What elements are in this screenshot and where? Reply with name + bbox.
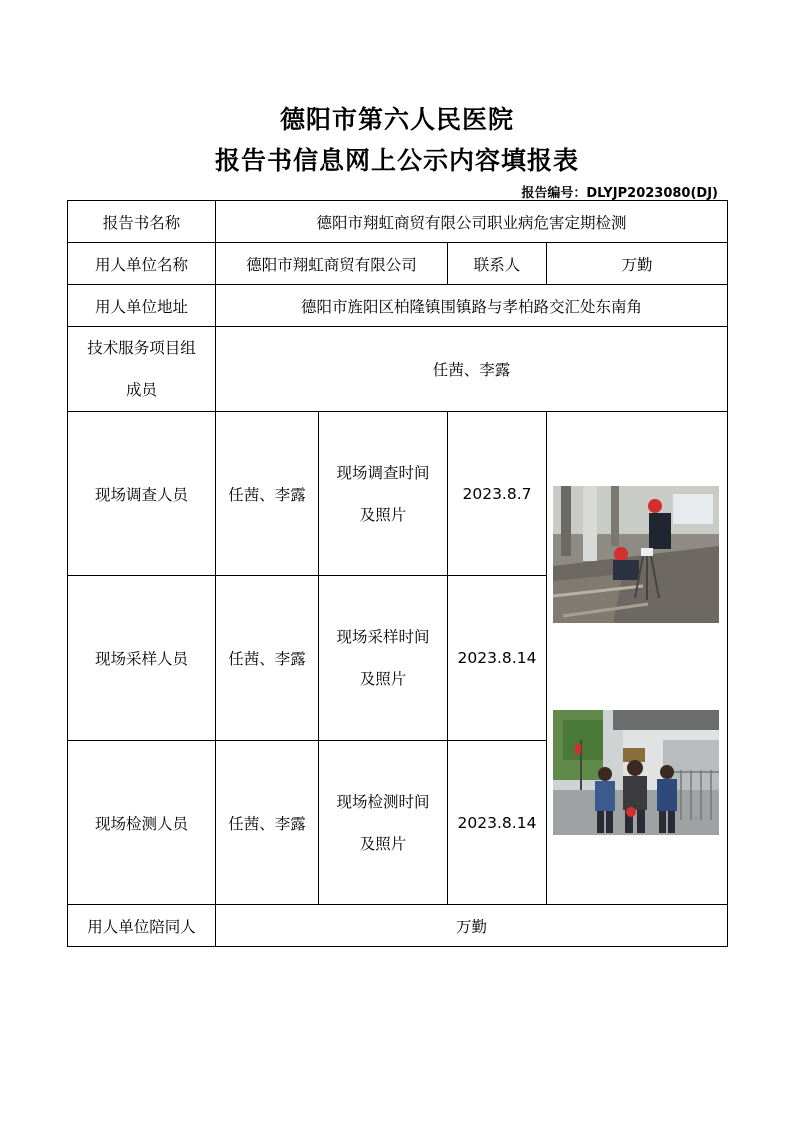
site-team-photo (553, 710, 719, 835)
report-number: 报告编号：DLYJP2023080(DJ) (521, 186, 718, 201)
report-name-value: 德阳市翔虹商贸有限公司职业病危害定期检测 (216, 201, 728, 243)
contact-label: 联系人 (448, 243, 547, 285)
photo-column (547, 412, 728, 905)
team-label-line1: 技术服务项目组 (87, 339, 196, 357)
testing-time-label (319, 741, 448, 905)
sampling-time-label (319, 576, 448, 741)
employer-name-value: 德阳市翔虹商贸有限公司 (216, 243, 448, 285)
row-survey (68, 412, 728, 576)
escort-label: 用人单位陪同人 (68, 905, 216, 947)
info-table (67, 200, 728, 947)
sampling-time-label-line2: 及照片 (359, 670, 407, 688)
document-subtitle: 报告书信息网上公示内容填报表 (214, 146, 579, 175)
testing-staff-value: 任茜、李露 (216, 741, 319, 905)
survey-time-label-line2: 及照片 (359, 505, 407, 524)
team-value: 任茜、李露 (216, 327, 728, 412)
sampling-staff-value: 任茜、李露 (216, 576, 319, 741)
report-name-label: 报告书名称 (68, 201, 216, 243)
testing-staff-label: 现场检测人员 (68, 741, 216, 905)
team-label (68, 327, 216, 412)
team-label-line2: 成员 (125, 381, 157, 399)
employer-name-label: 用人单位名称 (68, 243, 216, 285)
survey-time-label-line1: 现场调查时间 (336, 463, 430, 482)
survey-staff-value: 任茜、李露 (216, 412, 319, 576)
row-employer-name (68, 243, 728, 285)
employer-address-label: 用人单位地址 (68, 285, 216, 327)
testing-time-label-line1: 现场检测时间 (336, 792, 430, 811)
testing-date: 2023.8.14 (448, 741, 547, 905)
survey-staff-label: 现场调查人员 (68, 412, 216, 576)
escort-value: 万勤 (216, 905, 728, 947)
survey-time-label (319, 412, 448, 576)
employer-address-value: 德阳市旌阳区柏隆镇围镇路与孝柏路交汇处东南角 (216, 285, 728, 327)
contact-value: 万勤 (547, 243, 728, 285)
document-title: 德阳市第六人民医院 (279, 105, 514, 134)
row-employer-address (68, 285, 728, 327)
row-escort (68, 905, 728, 947)
sampling-staff-label: 现场采样人员 (68, 576, 216, 741)
sampling-date: 2023.8.14 (448, 576, 547, 741)
row-report-name (68, 201, 728, 243)
site-survey-photo (553, 486, 719, 623)
row-team (68, 327, 728, 412)
sampling-time-label-line1: 现场采样时间 (336, 628, 430, 646)
survey-date: 2023.8.7 (448, 412, 547, 576)
testing-time-label-line2: 及照片 (359, 834, 407, 853)
